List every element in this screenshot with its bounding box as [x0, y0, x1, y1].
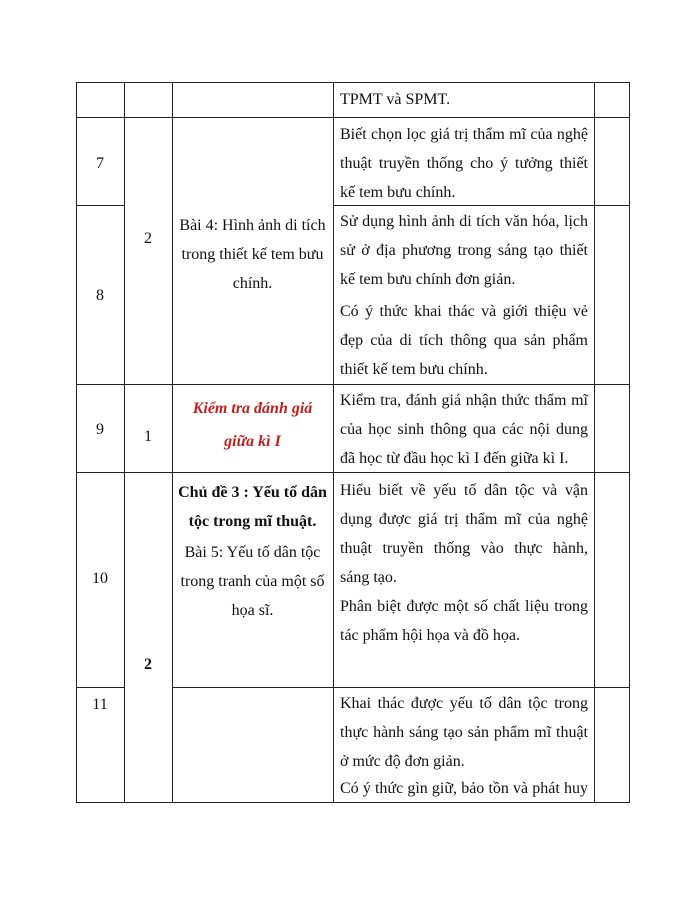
table-border — [333, 82, 334, 803]
periods-count: 2 — [144, 230, 152, 247]
table-border — [76, 205, 124, 206]
table-border — [76, 117, 630, 118]
requirement-text: Khai thác được yếu tố dân tộc trong thực hành sáng tạo sản phẩm mĩ thuật ở mức độ đơn giản. — [340, 695, 588, 770]
lesson-name: Bài 4: Hình ảnh di tích trong thiết kế tem bưu chính. — [179, 217, 326, 292]
requirement-text: Hiểu biết về yếu tố dân tộc và vận dụng được giá trị thẩm mĩ của nghệ thuật truyền thống vào thực hành, sáng tạo. — [340, 482, 588, 586]
requirement-text: Biết chọn lọc giá trị thẩm mĩ của nghệ thuật truyền thống cho ý tưởng thiết kế tem bưu chính. — [340, 126, 588, 201]
week-number: 11 — [92, 696, 108, 713]
requirement-text: Có ý thức gìn giữ, bảo tồn và phát huy — [340, 780, 588, 797]
requirement-text: Kiểm tra, đánh giá nhận thức thẩm mĩ của học sinh thông qua các nội dung đã học từ đầu học kì I đến giữa kì I. — [340, 392, 588, 467]
table-border — [76, 82, 630, 83]
lesson-name: Bài 5: Yếu tố dân tộc trong tranh của một số họa sĩ. — [180, 544, 325, 619]
periods-count: 1 — [144, 428, 152, 445]
requirement-text: Phân biệt được một số chất liệu trong tác phẩm hội họa và đồ họa. — [340, 598, 588, 644]
week-number: 10 — [92, 570, 108, 587]
table-border — [76, 384, 630, 385]
table-border — [76, 687, 124, 688]
table-border — [594, 82, 595, 803]
table-border — [172, 687, 630, 688]
exam-title: Kiểm tra đánh giá giữa kì I — [192, 400, 313, 450]
requirement-text: Sử dụng hình ảnh di tích văn hóa, lịch sử ở địa phương trong sáng tạo thiết kế tem bưu chính đơn giản. — [340, 213, 588, 288]
week-number: 7 — [96, 155, 104, 172]
topic-title: Chủ đề 3 : Yếu tố dân tộc trong mĩ thuật. — [178, 484, 327, 530]
week-number: 9 — [96, 421, 104, 438]
week-number: 8 — [96, 287, 104, 304]
periods-count: 2 — [144, 656, 152, 673]
table-border — [629, 82, 630, 803]
requirement-text: Có ý thức khai thác và giới thiệu vẻ đẹp của di tích thông qua sản phẩm thiết kế tem bưu chính. — [340, 303, 588, 378]
requirement-text: TPMT và SPMT. — [340, 91, 451, 108]
